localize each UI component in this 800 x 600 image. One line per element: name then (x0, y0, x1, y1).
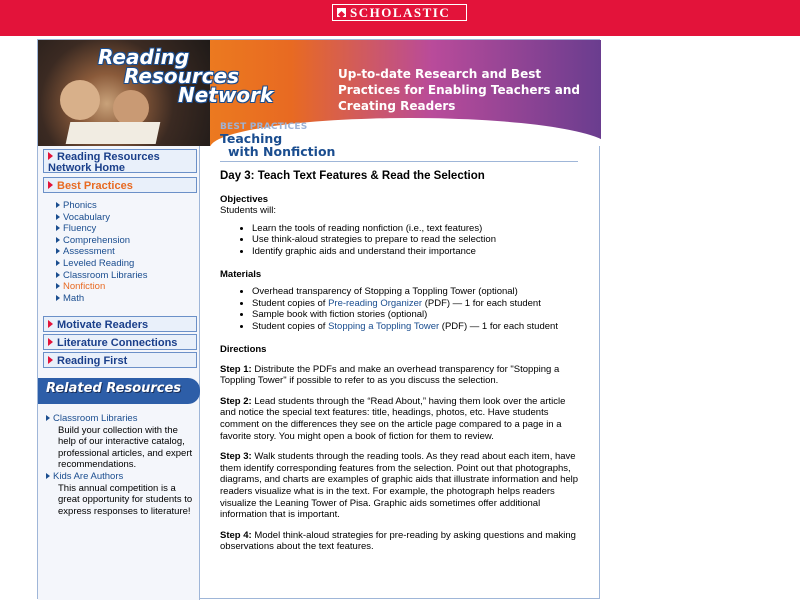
nav-best-practices[interactable] (43, 177, 197, 193)
subnav-item-leveled-reading[interactable] (56, 258, 196, 270)
direction-step (220, 396, 580, 442)
subnav-item-phonics[interactable] (56, 200, 196, 212)
subnav-item-comprehension[interactable] (56, 235, 196, 247)
triangle-icon (56, 202, 60, 208)
list-item (252, 321, 580, 333)
direction-step (220, 451, 580, 521)
triangle-icon (56, 283, 60, 289)
triangle-icon (56, 225, 60, 231)
nav-home-label: Reading Resources Network Home (48, 151, 160, 174)
related-resources-heading (38, 378, 200, 404)
directions-heading: Directions (220, 343, 267, 355)
subnav-label: Phonics (63, 200, 97, 211)
bookmark-icon (337, 8, 346, 17)
related-link-label: Classroom Libraries (53, 413, 138, 424)
step-text: Model think-aloud strategies for pre-reading by asking questions and making observations about the text features. (220, 529, 576, 553)
related-description: Build your collection with the help of our interactive catalog, professional articles, and expert recommendations. (58, 424, 193, 471)
arrow-icon (48, 356, 53, 364)
triangle-icon (46, 473, 50, 479)
related-link-classroom-libraries[interactable] (46, 413, 198, 425)
list-item: • Overhead transparency of Stopping a Toppling Tower (optional) (252, 286, 580, 298)
list-item: • Sample book with fiction stories (optional) (252, 309, 580, 321)
triangle-icon (46, 415, 50, 421)
related-description: This annual competition is a great opportunity for students to express responses to literature! (58, 482, 193, 517)
related-link-label: Kids Are Authors (53, 470, 124, 482)
list-text: (PDF) — 1 for each student (439, 321, 558, 333)
scholastic-logo[interactable] (332, 4, 467, 21)
triangle-icon (56, 237, 60, 243)
logo-text: SCHOLASTIC (350, 5, 451, 20)
subnav-item-math[interactable] (56, 293, 196, 305)
list-text: Student copies of (252, 321, 329, 333)
subnav-item-classroom-libraries[interactable] (56, 270, 196, 282)
step-text: Walk students through the reading tools. As they read about each item, have them identify corresponding features from the selection. Point out that photographs, diagrams, and charts are examples of graphic aids that illustrate information and help readers visualize what is in the text. For example, the photograph helps readers visualize the Leaning Tower of Pisa. Graphic aids sometimes offer additional information that is important. (220, 451, 579, 521)
stopping-a-toppling-tower-link[interactable]: Stopping a Toppling Tower (328, 321, 440, 333)
list-item (252, 298, 580, 310)
brand-line: Reading (98, 45, 190, 69)
arrow-icon (48, 338, 53, 346)
list-item: • Use think-aloud strategies to prepare to read the selection (252, 234, 580, 246)
subnav-label: Math (63, 292, 85, 304)
list-text: Student copies of (252, 297, 329, 309)
triangle-icon (56, 295, 60, 301)
step-label: Step 3: (220, 451, 252, 463)
related-link-kids-are-authors[interactable] (46, 471, 198, 483)
subnav-label: Fluency (63, 223, 97, 235)
nav-motivate-readers[interactable] (43, 316, 197, 332)
triangle-icon (56, 272, 60, 278)
objectives-heading: Objectives (220, 194, 269, 205)
subnav-label: Comprehension (63, 234, 131, 246)
arrow-icon (48, 320, 53, 328)
section-title (220, 132, 580, 158)
direction-step (220, 364, 580, 387)
nav-reading-first[interactable] (43, 352, 197, 368)
list-item: • Learn the tools of reading nonfiction (i.e., text features) (252, 223, 580, 235)
page-title: Day 3: Teach Text Features & Read the Selection (220, 170, 485, 182)
book-image (66, 122, 161, 144)
nav-literature-connections[interactable] (43, 334, 197, 350)
subnav-item-assessment[interactable] (56, 246, 196, 258)
step-label: Step 1: (220, 363, 252, 375)
step-label: Step 2: (220, 395, 252, 407)
subnav-label: Nonfiction (63, 281, 106, 293)
section-title-line: with Nonfiction (228, 144, 336, 159)
step-label: Step 4: (220, 529, 252, 541)
nav-motivate-label: Motivate Readers (57, 319, 149, 331)
materials-list (220, 286, 580, 332)
list-text: (PDF) — 1 for each student (422, 297, 541, 309)
nav-reading-first-label: Reading First (57, 355, 128, 367)
brand-line: Network (178, 83, 274, 107)
related-heading-text: Related Resources (46, 381, 182, 396)
section-label: BEST PRACTICES (220, 122, 308, 132)
step-text: Lead students through the “Read About,” having them look over the article and notice the special text features: title, headings, photos, etc. Have students comment on the differences they see on the article page compared to a page in a favorite story. You might open a book of fiction for them to review. (220, 395, 566, 442)
site-brand[interactable] (98, 45, 278, 107)
banner-tagline: Up-to-date Research and Best Practices for Enabling Teachers and Creating Readers (338, 67, 580, 113)
subnav-item-vocabulary[interactable] (56, 212, 196, 224)
brand-line: Resources (124, 64, 240, 88)
materials-heading: Materials (220, 269, 262, 281)
step-text: Distribute the PDFs and make an overhead transparency for "Stopping a Toppling Tower" if possible to refer to as you discuss the selection. (220, 363, 560, 387)
arrow-icon (48, 181, 53, 189)
related-resources-list (46, 413, 198, 517)
subnav-label: Classroom Libraries (63, 269, 148, 281)
list-item: • Identify graphic aids and understand their importance (252, 246, 580, 258)
section-title-line: Teaching (220, 131, 283, 146)
pre-reading-organizer-link[interactable]: Pre-reading Organizer (328, 297, 423, 309)
subnav-label: Vocabulary (63, 211, 111, 223)
triangle-icon (56, 214, 60, 220)
triangle-icon (56, 260, 60, 266)
subnav-label: Assessment (63, 246, 115, 258)
direction-step (220, 530, 580, 553)
divider (220, 161, 578, 162)
page-frame (37, 39, 600, 599)
objectives-list (220, 223, 580, 258)
nav-literature-label: Literature Connections (57, 337, 178, 349)
best-practices-subnav (56, 200, 196, 304)
top-bar (0, 0, 800, 36)
nav-home[interactable] (43, 149, 197, 173)
child-image (60, 80, 100, 120)
main-content (220, 122, 580, 553)
subnav-item-nonfiction[interactable] (56, 281, 196, 293)
subnav-label: Leveled Reading (63, 257, 135, 269)
arrow-icon (48, 152, 53, 160)
triangle-icon (56, 248, 60, 254)
subnav-item-fluency[interactable] (56, 223, 196, 235)
nav-best-practices-label: Best Practices (57, 180, 133, 192)
objectives-intro: Students will: (220, 205, 276, 216)
